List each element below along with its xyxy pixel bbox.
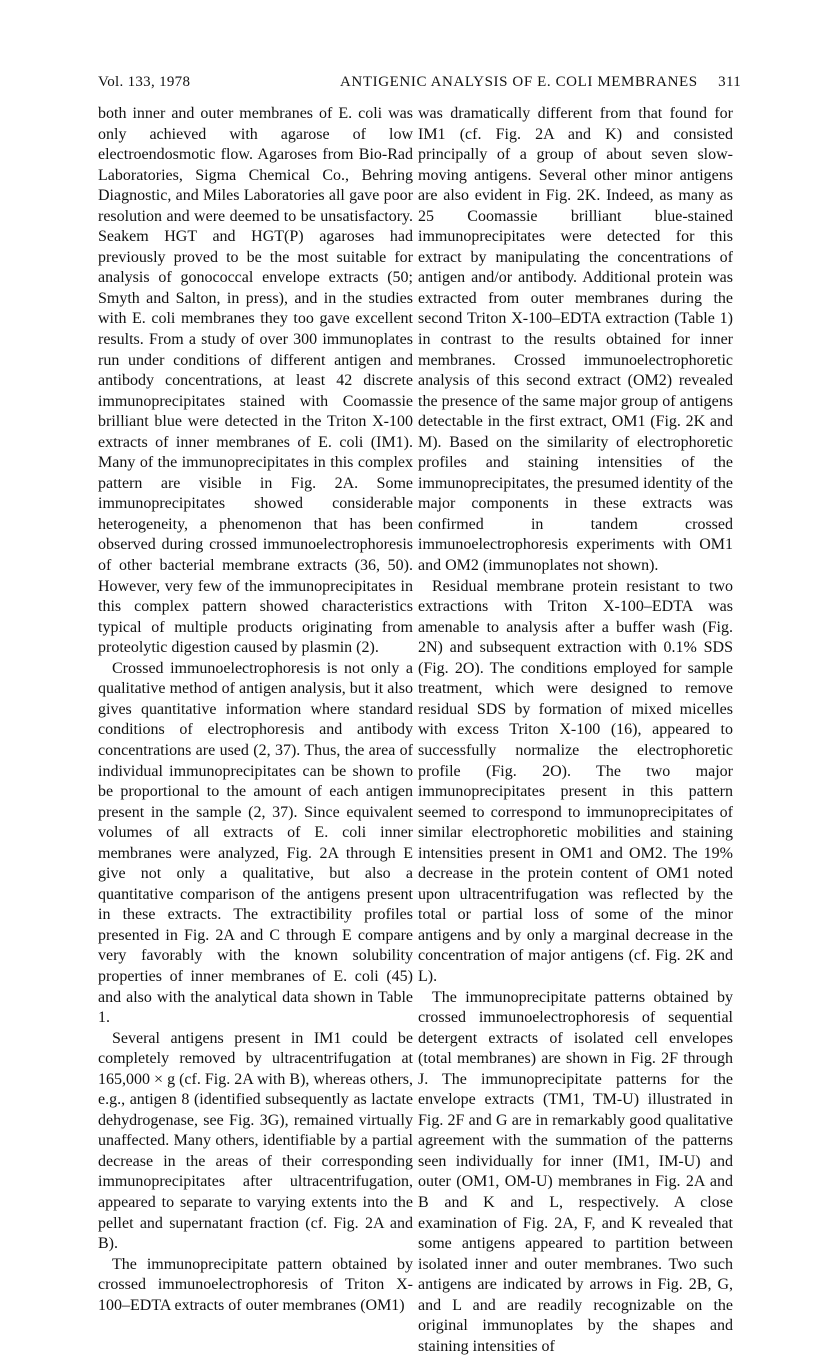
paragraph: Residual membrane protein resistant to two extractions with Triton X-100–EDTA was amenable to analysis after a buffer wash (Fig. 2N) and subsequent extraction with 0.1% SDS (Fig. 2O). The conditions employed for sample treatment, which were designed to remove residual SDS by formation of mixed micelles with excess Triton X-100 (16), appeared to successfully normalize the electrophoretic profile (Fig. 2O). The two major immunoprecipitates present in this pattern seemed to correspond to immunoprecipitates of similar electrophoretic mobilities and staining intensities present in OM1 and OM2. The 19% decrease in the protein content of OM1 noted upon ultracentrifugation was reflected by the total or partial loss of some of the minor antigens and by only a marginal decrease in the concentration of major antigens (cf. Fig. 2K and L). xyxy=(418,577,733,985)
right-column xyxy=(418,104,733,1357)
paragraph: The immunoprecipitate patterns obtained by crossed immunoelectrophoresis of sequential detergent extracts of isolated cell envelopes (total membranes) are shown in Fig. 2F through J. The immunoprecipitate patterns for the envelope extracts (TM1, TM-U) illustrated in Fig. 2F and G are in remarkably good qualitative agreement with the summation of the patterns seen individually for inner (IM1, IM-U) and outer (OM1, OM-U) membranes in Fig. 2A and B and K and L, respectively. A close examination of Fig. 2A, F, and K revealed that some antigens appeared to partition between isolated inner and outer membranes. Two such antigens are indicated by arrows in Fig. 2B, G, and L and are readily recognizable on the original immunoplates by the shapes and staining intensities of xyxy=(418,988,733,1355)
left-column xyxy=(98,104,413,1316)
paragraph: both inner and outer membranes of E. coli was only achieved with agarose of low electroendosmotic flow. Agaroses from Bio-Rad Laboratories, Sigma Chemical Co., Behring Diagnostic, and Miles Laboratories all gave poor resolution and were deemed to be unsatisfactory. Seakem HGT and HGT(P) agaroses had previously proved to be the most suitable for analysis of gonococcal envelope extracts (50; Smyth and Salton, in press), and in the studies with E. coli membranes they too gave excellent results. From a study of over 300 immunoplates run under conditions of different antigen and antibody concentrations, at least 42 discrete immunoprecipitates stained with Coomassie brilliant blue were detected in the Triton X-100 extracts of inner membranes of E. coli (IM1). Many of the immunoprecipitates in this complex pattern are visible in Fig. 2A. Some immunoprecipitates showed considerable heterogeneity, a phenomenon that has been observed during crossed immunoelectrophoresis of other bacterial membrane extracts (36, 50). However, very few of the immunoprecipitates in this complex pattern showed characteristics typical of multiple products originating from proteolytic digestion caused by plasmin (2). xyxy=(98,105,413,657)
paragraph: The immunoprecipitate pattern obtained by crossed immunoelectrophoresis of Triton X-100–EDTA extracts of outer membranes (OM1) xyxy=(98,1255,413,1314)
running-header xyxy=(98,74,741,96)
page-number: 311 xyxy=(718,74,741,90)
paragraph: Several antigens present in IM1 could be completely removed by ultracentrifugation at 165,000 × g (cf. Fig. 2A with B), whereas others, e.g., antigen 8 (identified subsequently as lactate dehydrogenase, see Fig. 3G), remained virtually unaffected. Many others, identifiable by a partial decrease in the areas of their corresponding immunoprecipitates after ultracentrifugation, appeared to separate to varying extents into the pellet and supernatant fraction (cf. Fig. 2A and B). xyxy=(98,1029,413,1253)
running-title: ANTIGENIC ANALYSIS OF E. COLI MEMBRANES xyxy=(340,74,698,90)
paragraph: Crossed immunoelectrophoresis is not only a qualitative method of antigen analysis, but it also gives quantitative information where standard conditions of electrophoresis and antibody concentrations are used (2, 37). Thus, the area of individual immunoprecipitates can be shown to be proportional to the amount of each antigen present in the sample (2, 37). Since equivalent volumes of all extracts of E. coli inner membranes were analyzed, Fig. 2A through E give not only a qualitative, but also a quantitative comparison of the antigens present in these extracts. The extractibility profiles presented in Fig. 2A and C through E compare very favorably with the known solubility properties of inner membranes of E. coli (45) and also with the analytical data shown in Table 1. xyxy=(98,659,413,1027)
paragraph: was dramatically different from that found for IM1 (cf. Fig. 2A and K) and consisted principally of a group of about seven slow-moving antigens. Several other minor antigens are also evident in Fig. 2K. Indeed, as many as 25 Coomassie brilliant blue-stained immunoprecipitates were detected for this extract by manipulating the concentrations of antigen and/or antibody. Additional protein was extracted from outer membranes during the second Triton X-100–EDTA extraction (Table 1) in contrast to the results obtained for inner membranes. Crossed immunoelectrophoretic analysis of this second extract (OM2) revealed the presence of the same major group of antigens detectable in the first extract, OM1 (Fig. 2K and M). Based on the similarity of electrophoretic profiles and staining intensities of the immunoprecipitates, the presumed identity of the major components in these extracts was confirmed in tandem crossed immunoelectrophoresis experiments with OM1 and OM2 (immunoplates not shown). xyxy=(418,105,733,575)
volume-label: Vol. 133, 1978 xyxy=(98,74,191,90)
